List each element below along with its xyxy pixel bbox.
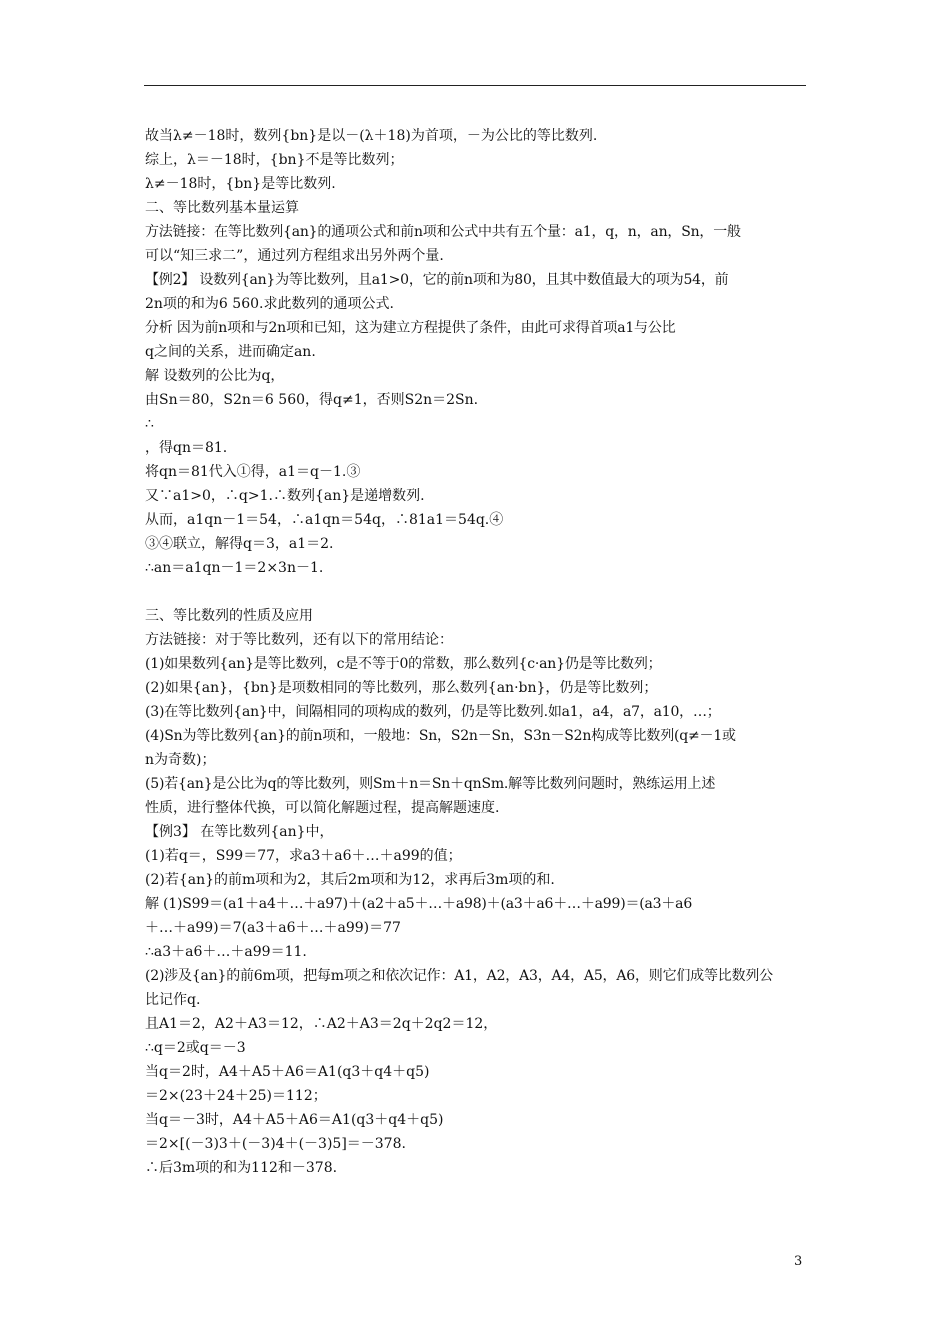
text-line: 由Sn＝80，S2n＝6 560，得q≠1，否则S2n＝2Sn. xyxy=(145,392,479,408)
text-line: 故当λ≠－18时，数列{bn}是以－(λ＋18)为首项，－为公比的等比数列. xyxy=(145,128,598,144)
text-line: ＋…＋a99)＝7(a3＋a6＋…＋a99)＝77 xyxy=(145,920,401,936)
text-line: ∴后3m项的和为112和－378. xyxy=(145,1160,338,1176)
example-heading: 【例3】 在等比数列{an}中， xyxy=(145,824,334,840)
text-line: (4)Sn为等比数列{an}的前n项和，一般地：Sn，S2n－Sn，S3n－S2n构成等比数列(q≠－1或 xyxy=(145,728,736,744)
text-line: 比记作q. xyxy=(145,992,201,1008)
text-line: 方法链接：在等比数列{an}的通项公式和前n项和公式中共有五个量：a1，q，n，an，Sn，一般 xyxy=(145,224,741,240)
text-line: 又∵a1>0，∴q>1.∴数列{an}是递增数列. xyxy=(145,488,425,504)
text-line: (2)涉及{an}的前6m项，把每m项之和依次记作：A1，A2，A3，A4，A5，A6，则它们成等比数列公 xyxy=(145,968,773,984)
text-line: q之间的关系，进而确定an. xyxy=(145,344,316,360)
text-line: 且A1＝2，A2＋A3＝12，∴A2＋A3＝2q＋2q2＝12， xyxy=(145,1016,498,1032)
text-line: ＝2×(23＋24＋25)＝112； xyxy=(145,1088,327,1104)
document-body xyxy=(145,124,810,1180)
text-line: 将qn＝81代入①得，a1＝q－1.③ xyxy=(145,464,361,480)
blank-line xyxy=(145,580,810,604)
text-line: 2n项的和为6 560.求此数列的通项公式. xyxy=(145,296,394,312)
example-heading: 【例2】 设数列{an}为等比数列，且a1>0，它的前n项和为80，且其中数值最大的项为54，前 xyxy=(145,272,729,288)
text-line: (2)若{an}的前m项和为2，其后2m项和为12，求再后3m项的和. xyxy=(145,872,555,888)
text-line: 可以“知三求二”，通过列方程组求出另外两个量. xyxy=(145,248,444,264)
text-line: ③④联立，解得q＝3，a1＝2. xyxy=(145,536,334,552)
text-line: ＝2×[(－3)3＋(－3)4＋(－3)5]＝－378. xyxy=(145,1136,406,1152)
text-line: ∴ xyxy=(145,416,154,432)
text-line: 性质，进行整体代换，可以简化解题过程，提高解题速度. xyxy=(145,800,500,816)
text-line: (2)如果{an}，{bn}是项数相同的等比数列，那么数列{an·bn}，仍是等比数列； xyxy=(145,680,658,696)
text-line: ，得qn＝81. xyxy=(145,440,228,456)
text-line: 分析 因为前n项和与2n项和已知，这为建立方程提供了条件，由此可求得首项a1与公比 xyxy=(145,320,676,336)
page-number: 3 xyxy=(794,1254,803,1269)
text-line: 方法链接：对于等比数列，还有以下的常用结论： xyxy=(145,632,453,648)
text-line: (3)在等比数列{an}中，间隔相同的项构成的数列，仍是等比数列.如a1，a4，a7，a10，…； xyxy=(145,704,721,720)
text-line: 当q＝2时，A4＋A5＋A6＝A1(q3＋q4＋q5) xyxy=(145,1064,430,1080)
text-line: 解 设数列的公比为q， xyxy=(145,368,285,384)
header-rule xyxy=(144,85,806,86)
text-line: 从而，a1qn－1＝54，∴a1qn＝54q，∴81a1＝54q.④ xyxy=(145,512,504,528)
text-line: ∴q＝2或q＝－3 xyxy=(145,1040,246,1056)
text-line: (1)若q＝，S99＝77，求a3＋a6＋…＋a99的值； xyxy=(145,848,462,864)
text-line: (1)如果数列{an}是等比数列，c是不等于0的常数，那么数列{c·an}仍是等比数列； xyxy=(145,656,662,672)
text-line: ∴a3＋a6＋…＋a99＝11. xyxy=(145,944,307,960)
section-heading: 二、等比数列基本量运算 xyxy=(145,200,299,216)
text-line: ∴an＝a1qn－1＝2×3n－1. xyxy=(145,560,324,576)
text-line: (5)若{an}是公比为q的等比数列，则Sm＋n＝Sn＋qnSm.解等比数列问题时，熟练运用上述 xyxy=(145,776,716,792)
section-heading: 三、等比数列的性质及应用 xyxy=(145,608,313,624)
text-line: 解 (1)S99＝(a1＋a4＋…＋a97)＋(a2＋a5＋…＋a98)＋(a3＋a6＋…＋a99)＝(a3＋a6 xyxy=(145,896,693,912)
text-line: 综上，λ＝－18时，{bn}不是等比数列； xyxy=(145,152,404,168)
text-line: n为奇数)； xyxy=(145,752,216,768)
text-line: λ≠－18时，{bn}是等比数列. xyxy=(145,176,336,192)
text-line: 当q＝－3时，A4＋A5＋A6＝A1(q3＋q4＋q5) xyxy=(145,1112,444,1128)
